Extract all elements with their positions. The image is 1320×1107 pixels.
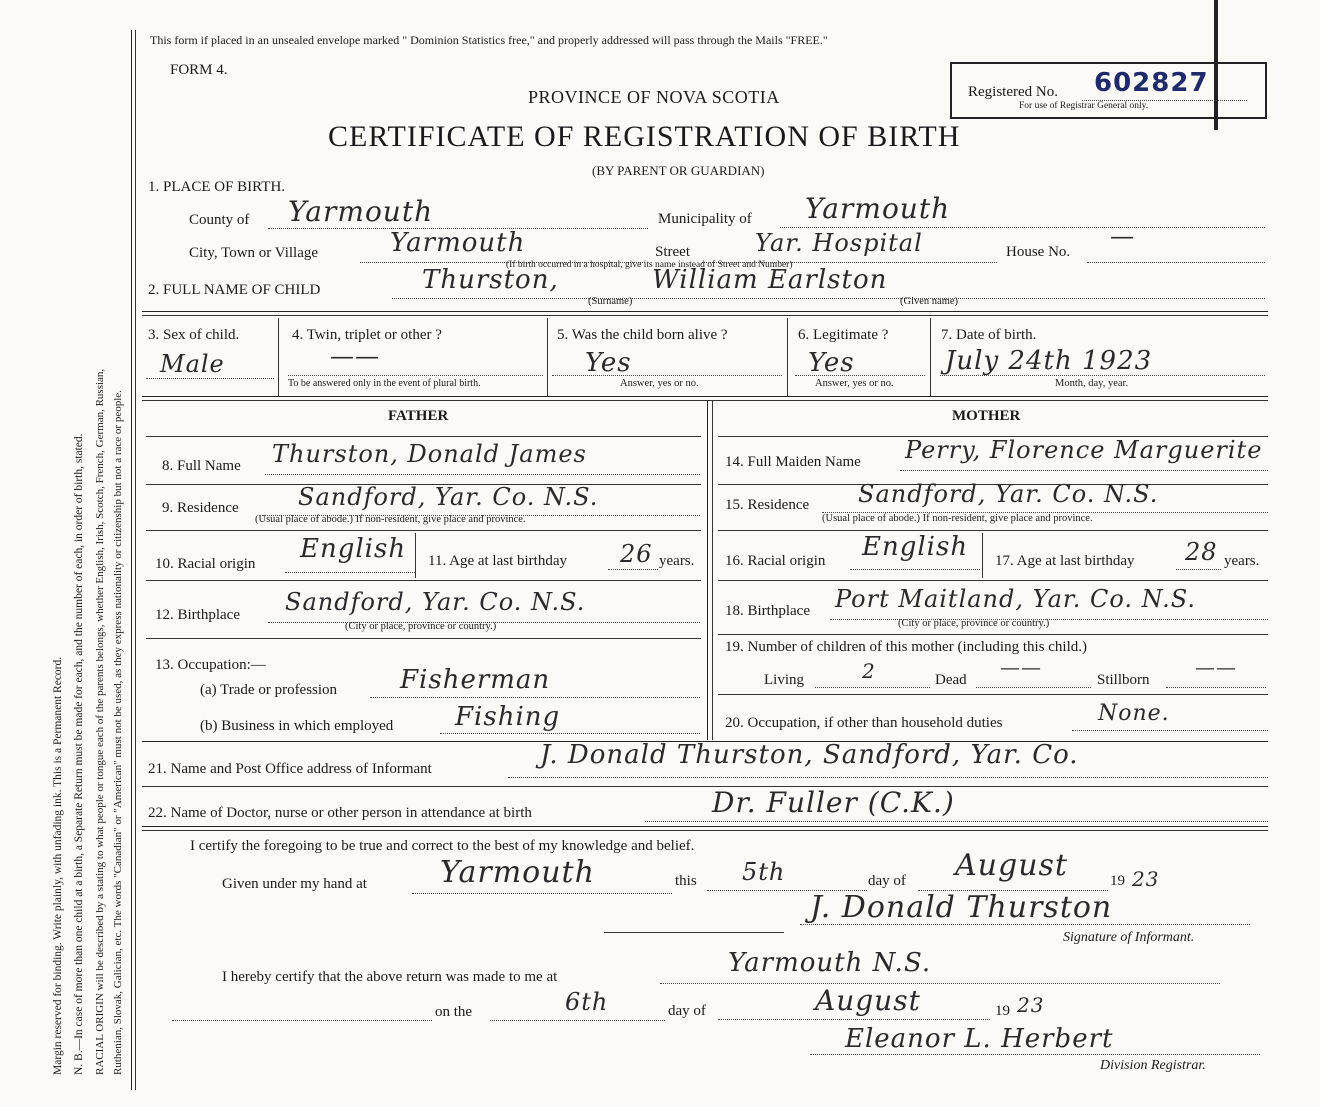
registrar-month-value: August xyxy=(815,984,921,1017)
margin-note-binding: Margin reserved for binding. Write plainly, with unfading ink. This is a Permanent Record. xyxy=(52,656,64,1075)
informant-signature-label: Signature of Informant. xyxy=(1063,930,1195,945)
informant-signature: J. Donald Thurston xyxy=(810,890,1113,925)
father-business-value: Fishing xyxy=(455,702,561,732)
father-name-label: 8. Full Name xyxy=(162,458,241,474)
registrar-year-prefix: 19 xyxy=(995,1003,1010,1019)
father-residence-value: Sandford, Yar. Co. N.S. xyxy=(298,483,599,511)
dob-label: 7. Date of birth. xyxy=(941,327,1037,343)
city-value: Yarmouth xyxy=(390,228,526,258)
given-place-value: Yarmouth xyxy=(440,855,595,890)
alive-note: Answer, yes or no. xyxy=(620,378,699,389)
dob-value: July 24th 1923 xyxy=(945,346,1153,376)
county-label: County of xyxy=(189,212,250,228)
father-age-value: 26 xyxy=(620,540,653,568)
father-age-unit: years. xyxy=(659,553,695,569)
registrar-statement: I hereby certify that the above return was made to me at xyxy=(222,969,558,985)
father-residence-label: 9. Residence xyxy=(162,500,239,516)
page-title: CERTIFICATE OF REGISTRATION OF BIRTH xyxy=(328,120,961,153)
municipality-value: Yarmouth xyxy=(805,192,951,225)
father-birthplace-value: Sandford, Yar. Co. N.S. xyxy=(285,588,586,616)
father-residence-note: (Usual place of abode.) If non-resident, give place and province. xyxy=(255,514,526,525)
mother-children-label: 19. Number of children of this mother (including this child.) xyxy=(725,639,1088,655)
divider-1 xyxy=(142,311,1268,312)
mother-name-value: Perry, Florence Marguerite xyxy=(905,436,1263,464)
margin-note-racial-origin-cont: Ruthenian, Slovak, Galician, etc. The words "Canadian" or "American" must not be used, as they express nationality or citizenship but not a race or people. xyxy=(112,390,124,1075)
legitimate-value: Yes xyxy=(808,348,855,378)
stillborn-label: Stillborn xyxy=(1097,672,1150,688)
father-heading: FATHER xyxy=(388,408,449,424)
mother-birthplace-label: 18. Birthplace xyxy=(725,603,810,619)
father-birthplace-note: (City or place, province or country.) xyxy=(345,621,497,632)
dob-note: Month, day, year. xyxy=(1055,378,1129,389)
living-label: Living xyxy=(764,672,804,688)
registrar-signature-label: Division Registrar. xyxy=(1100,1058,1206,1073)
province-title: PROVINCE OF NOVA SCOTIA xyxy=(528,87,780,107)
form-left-border xyxy=(131,30,132,1090)
mother-residence-label: 15. Residence xyxy=(725,497,810,513)
margin-note-racial-origin: RACIAL ORIGIN will be described by a stating to what people or tongue each of the parents belongs, whether English, Irish, Scotch, French, German, Russian, xyxy=(94,368,106,1075)
mother-birthplace-value: Port Maitland, Yar. Co. N.S. xyxy=(835,585,1196,613)
sex-label: 3. Sex of child. xyxy=(148,327,240,343)
cert-day-of-label: day of xyxy=(868,873,906,889)
cert-day-value: 5th xyxy=(742,858,786,886)
mother-racial-label: 16. Racial origin xyxy=(725,553,826,569)
registered-note: For use of Registrar General only. xyxy=(1019,101,1149,111)
child-surname: Thurston, xyxy=(422,265,559,295)
this-label: this xyxy=(675,873,697,889)
registered-label: Registered No. xyxy=(968,84,1058,100)
mother-age-unit: years. xyxy=(1224,553,1260,569)
father-trade-value: Fisherman xyxy=(400,665,551,695)
registrar-year-suffix: 23 xyxy=(1017,993,1045,1017)
child-name-label: 2. FULL NAME OF CHILD xyxy=(148,282,321,298)
place-of-birth-heading: 1. PLACE OF BIRTH. xyxy=(148,179,286,195)
father-racial-value: English xyxy=(300,534,407,564)
municipality-label: Municipality of xyxy=(658,211,752,227)
informant-label: 21. Name and Post Office address of Informant xyxy=(148,761,432,777)
registered-box xyxy=(950,62,1267,119)
father-trade-label: (a) Trade or profession xyxy=(200,682,338,698)
mother-racial-value: English xyxy=(862,532,969,562)
city-label: City, Town or Village xyxy=(189,245,319,261)
twin-value: —— xyxy=(330,342,380,370)
twin-label: 4. Twin, triplet or other ? xyxy=(292,327,442,343)
certify-statement: I certify the foregoing to be true and correct to the best of my knowledge and belief. xyxy=(190,838,695,854)
divider-4 xyxy=(142,826,1268,827)
hospital-note: (If birth occurred in a hospital, give its name instead of Street and Number) xyxy=(506,260,793,270)
street-label: Street xyxy=(655,244,690,260)
stillborn-value: —— xyxy=(1195,655,1237,679)
informant-value: J. Donald Thurston, Sandford, Yar. Co. xyxy=(540,740,1079,770)
child-given-name: William Earlston xyxy=(652,265,888,295)
sex-value: Male xyxy=(160,350,225,378)
registered-number: 602827 xyxy=(1094,68,1209,98)
father-name-value: Thurston, Donald James xyxy=(272,440,587,468)
registrar-day-value: 6th xyxy=(565,988,609,1016)
mother-birthplace-note: (City or place, province or country.) xyxy=(898,618,1050,629)
dead-value: —— xyxy=(1000,655,1042,679)
registrar-on-the-label: on the xyxy=(435,1004,473,1020)
margin-note-plural-births: N. B.—In case of more than one child at a birth, a Separate Return must be made for each, and the number of each, in order of birth, stated. xyxy=(73,433,85,1075)
doctor-label: 22. Name of Doctor, nurse or other person in attendance at birth xyxy=(148,805,532,821)
house-label: House No. xyxy=(1006,244,1071,260)
mail-notice: This form if placed in an unsealed envelope marked " Dominion Statistics free," and properly addressed will pass through the Mails "FREE." xyxy=(150,33,828,47)
street-value: Yar. Hospital xyxy=(755,229,923,257)
legitimate-note: Answer, yes or no. xyxy=(815,378,894,389)
father-occupation-label: 13. Occupation:— xyxy=(155,657,266,673)
county-value: Yarmouth xyxy=(288,195,434,228)
given-label: Given under my hand at xyxy=(222,876,367,892)
mother-residence-value: Sandford, Yar. Co. N.S. xyxy=(858,480,1159,508)
mother-occupation-value: None. xyxy=(1098,701,1170,726)
cert-year-prefix: 19 xyxy=(1110,873,1125,889)
registrar-place-value: Yarmouth N.S. xyxy=(728,948,932,978)
form-left-border-inner xyxy=(135,30,136,1090)
father-age-label: 11. Age at last birthday xyxy=(428,553,567,569)
living-value: 2 xyxy=(862,659,876,683)
doctor-value: Dr. Fuller (C.K.) xyxy=(712,786,955,819)
surname-note: (Surname) xyxy=(588,296,633,307)
dead-label: Dead xyxy=(935,672,967,688)
given-name-note: (Given name) xyxy=(900,296,959,307)
house-value: — xyxy=(1110,222,1135,250)
mother-occupation-label: 20. Occupation, if other than household duties xyxy=(725,715,1003,731)
registrar-day-of-label: day of xyxy=(668,1003,706,1019)
father-birthplace-label: 12. Birthplace xyxy=(155,607,240,623)
mother-name-label: 14. Full Maiden Name xyxy=(725,454,861,470)
father-racial-label: 10. Racial origin xyxy=(155,556,256,572)
form-number: FORM 4. xyxy=(170,62,228,78)
alive-value: Yes xyxy=(585,348,632,378)
mother-heading: MOTHER xyxy=(952,408,1021,424)
registrar-signature: Eleanor L. Herbert xyxy=(845,1024,1114,1054)
cert-year-suffix: 23 xyxy=(1132,867,1160,891)
divider-2 xyxy=(142,396,1268,397)
twin-note: To be answered only in the event of plural birth. xyxy=(288,378,481,389)
page-subtitle: (BY PARENT OR GUARDIAN) xyxy=(592,163,765,178)
legitimate-label: 6. Legitimate ? xyxy=(798,327,889,343)
alive-label: 5. Was the child born alive ? xyxy=(557,327,728,343)
mother-age-value: 28 xyxy=(1185,538,1218,566)
mother-age-label: 17. Age at last birthday xyxy=(995,553,1135,569)
mother-residence-note: (Usual place of abode.) If non-resident, give place and province. xyxy=(822,513,1093,524)
cert-month-value: August xyxy=(955,848,1068,883)
father-business-label: (b) Business in which employed xyxy=(200,718,394,734)
